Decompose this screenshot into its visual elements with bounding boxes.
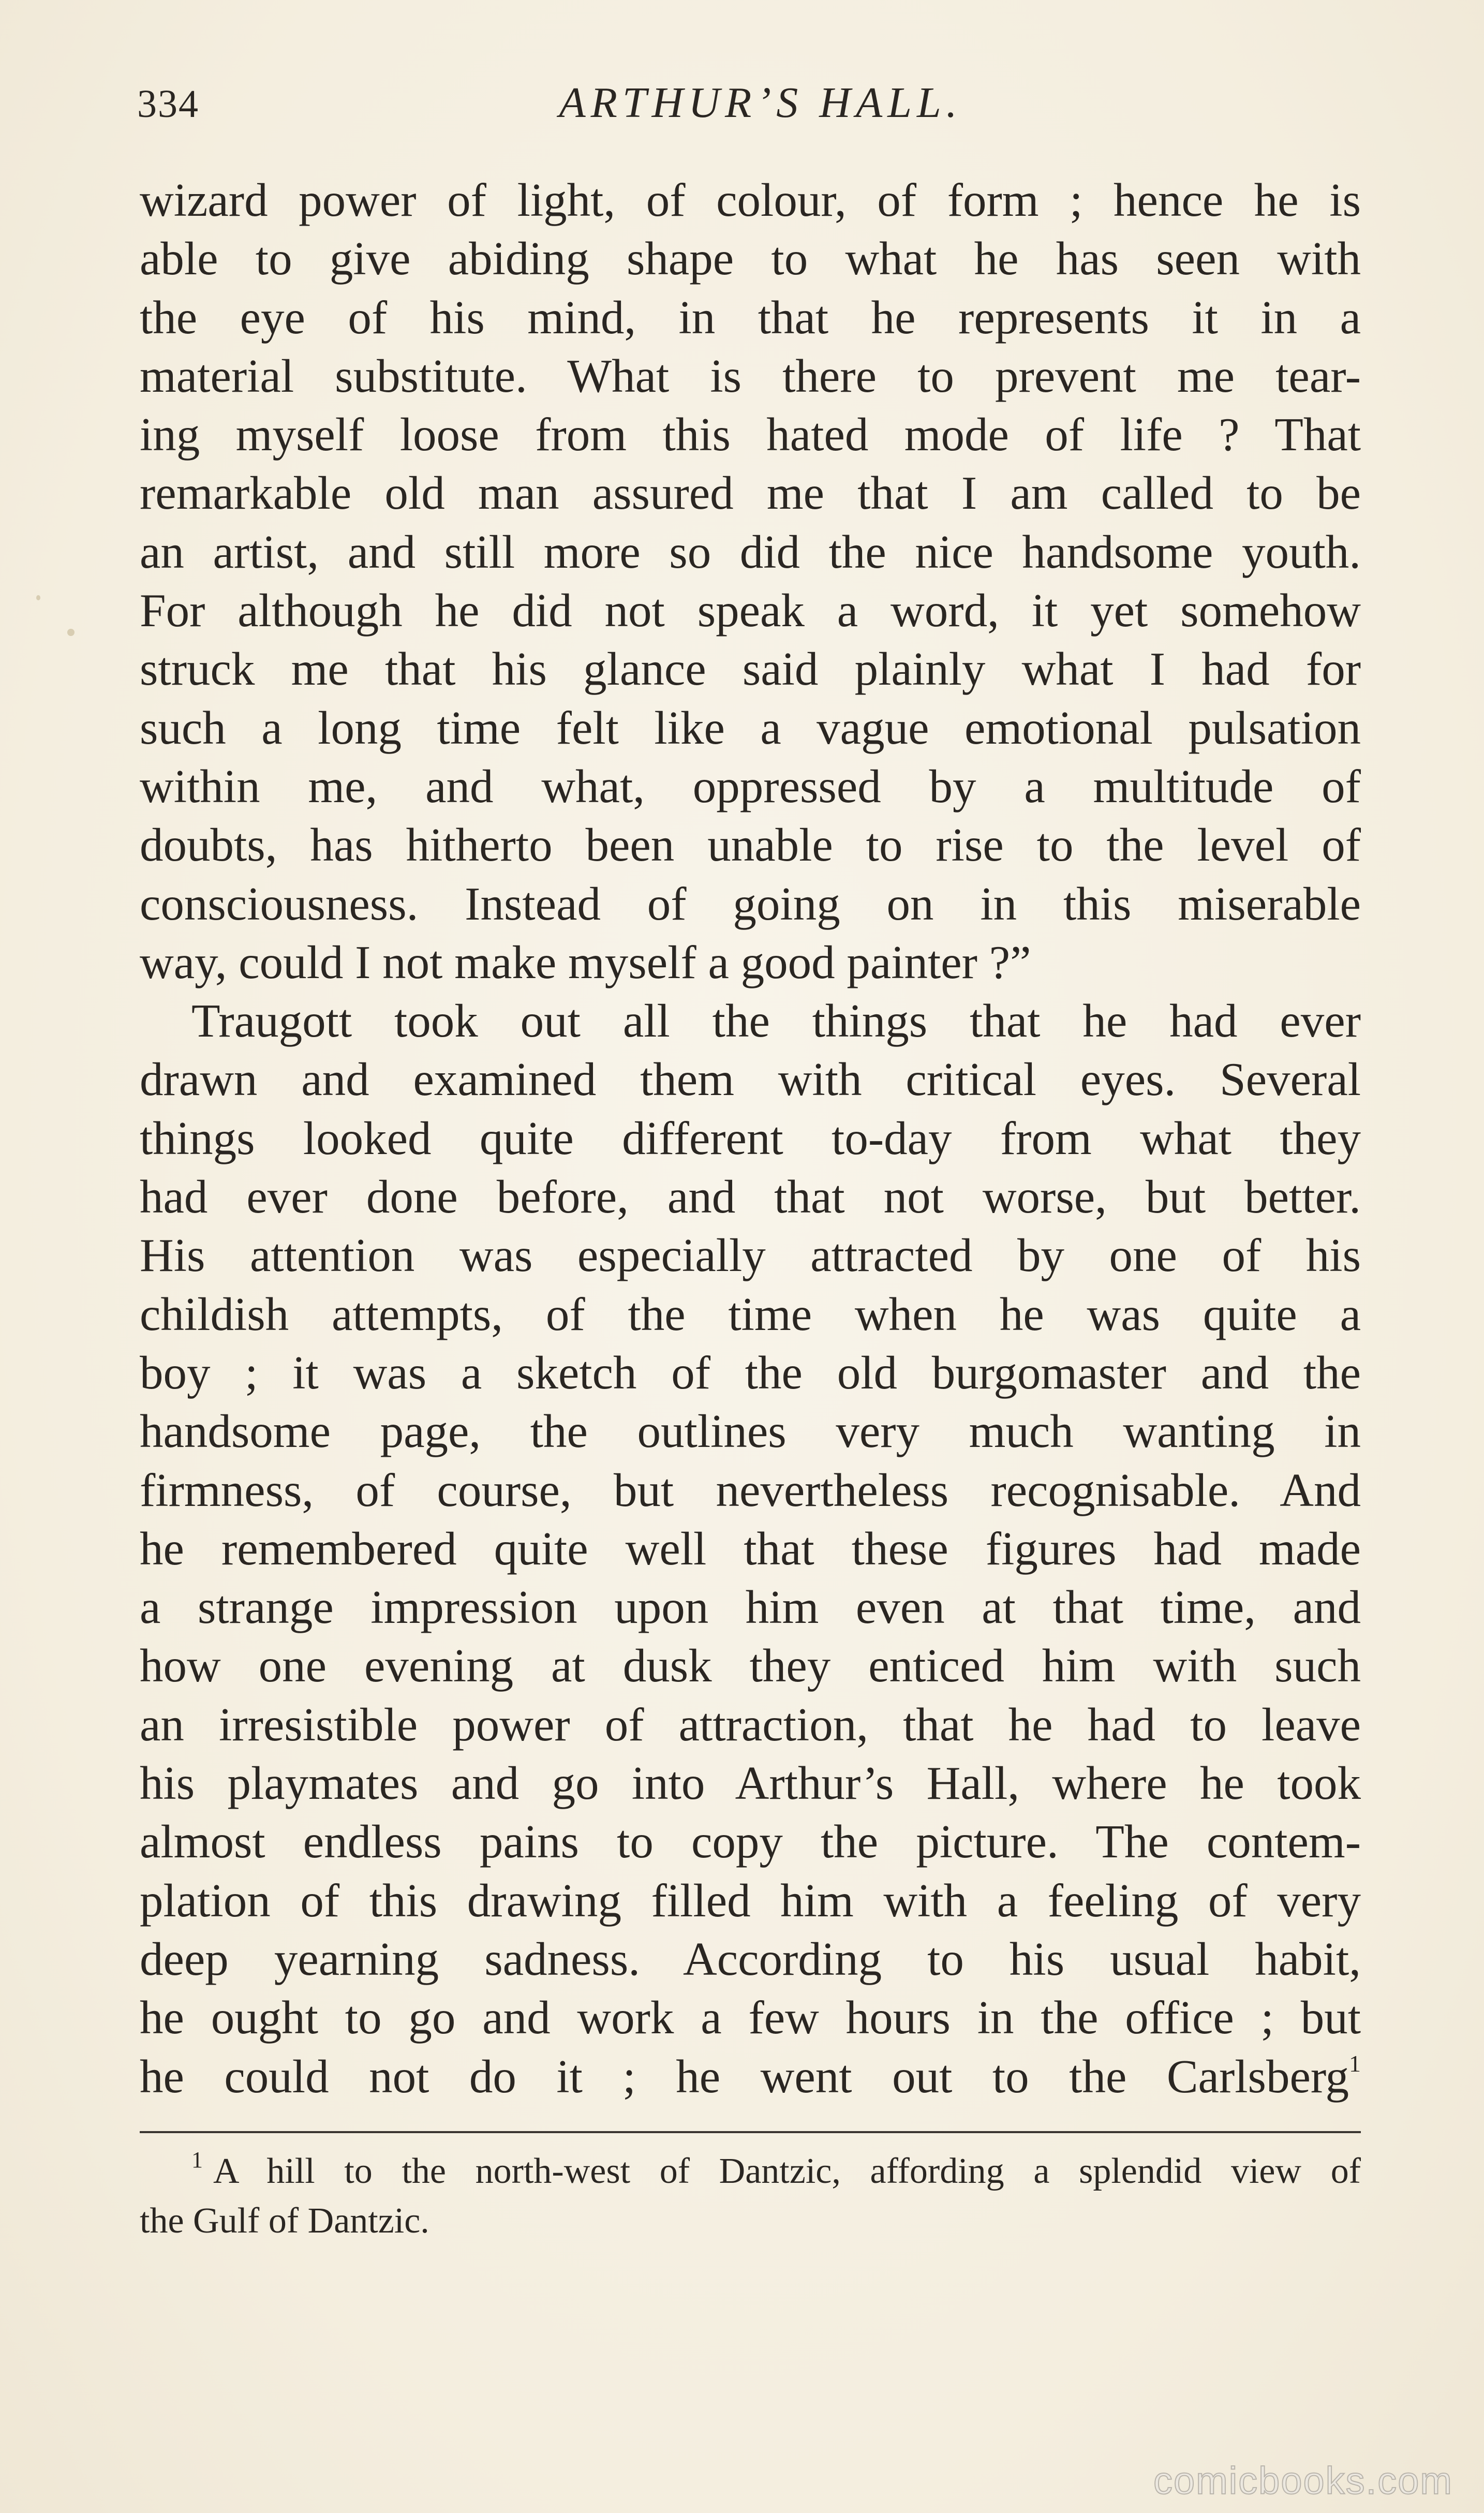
- site-watermark: comicbooks.com: [1153, 2459, 1453, 2502]
- text-line: he remembered quite well that these figures had made: [140, 1522, 1361, 1575]
- running-head: ARTHUR’S HALL.: [559, 79, 962, 127]
- text-line-with-footnote-ref: [140, 2047, 1361, 2106]
- text-line: handsome page, the outlines very much wanting in: [140, 1405, 1361, 1458]
- text-line: plation of this drawing filled him with a feeling of very: [140, 1874, 1361, 1927]
- text-line: he ought to go and work a few hours in the office ; but: [140, 1991, 1361, 2044]
- footnote-line: the Gulf of Dantzic.: [140, 2201, 429, 2241]
- text-line: the eye of his mind, in that he represents it in a: [140, 291, 1361, 344]
- text-line-content: he could not do it ; he went out to the Carlsberg: [140, 2050, 1349, 2103]
- text-line: deep yearning sadness. According to his usual habit,: [140, 1932, 1361, 1985]
- text-line: firmness, of course, but nevertheless recognisable. And: [140, 1464, 1361, 1516]
- text-line: wizard power of light, of colour, of form ; hence he is: [140, 174, 1361, 226]
- text-line: his playmates and go into Arthur’s Hall, where he took: [140, 1757, 1361, 1810]
- paper-speck: [67, 629, 75, 636]
- text-line: remarkable old man assured me that I am called to be: [140, 467, 1361, 520]
- body-text: [140, 171, 1361, 2106]
- paper-speck: [36, 595, 40, 600]
- text-line: almost endless pains to copy the picture. The contem-: [140, 1815, 1361, 1868]
- text-line: For although he did not speak a word, it yet somehow: [140, 584, 1361, 637]
- text-line: an irresistible power of attraction, that he had to leave: [140, 1698, 1361, 1751]
- text-line: an artist, and still more so did the nice handsome youth.: [140, 525, 1361, 578]
- footnote-line: [140, 2147, 1361, 2196]
- footnote-marker: 1: [191, 2147, 203, 2172]
- text-line: His attention was especially attracted by one of his: [140, 1229, 1361, 1282]
- footnote: [140, 2147, 1361, 2246]
- paragraph-first-line: Traugott took out all the things that he had ever: [191, 995, 1361, 1047]
- text-line: things looked quite different to-day from what they: [140, 1112, 1361, 1164]
- text-line: boy ; it was a sketch of the old burgomaster and the: [140, 1346, 1361, 1399]
- text-line: a strange impression upon him even at that time, and: [140, 1581, 1361, 1634]
- text-line: able to give abiding shape to what he has seen with: [140, 232, 1361, 285]
- text-line: such a long time felt like a vague emotional pulsation: [140, 701, 1361, 754]
- footnote-divider: [140, 2131, 1361, 2133]
- footnote-reference: 1: [1349, 2050, 1361, 2077]
- footnote-text: A hill to the north-west of Dantzic, affording a splendid view of: [213, 2151, 1361, 2191]
- text-line: childish attempts, of the time when he was quite a: [140, 1288, 1361, 1340]
- page-number: 334: [137, 82, 199, 126]
- text-line: had ever done before, and that not worse, but better.: [140, 1171, 1361, 1223]
- text-line: how one evening at dusk they enticed him with such: [140, 1639, 1361, 1692]
- text-line: within me, and what, oppressed by a multitude of: [140, 760, 1361, 812]
- text-line: consciousness. Instead of going on in this miserable: [140, 877, 1361, 930]
- text-line: struck me that his glance said plainly what I had for: [140, 643, 1361, 696]
- text-line: doubts, has hitherto been unable to rise to the level of: [140, 819, 1361, 871]
- text-line: drawn and examined them with critical eyes. Several: [140, 1053, 1361, 1106]
- page-header: [137, 78, 1363, 135]
- text-line: material substitute. What is there to prevent me tear-: [140, 349, 1361, 402]
- text-line: ing myself loose from this hated mode of life ? That: [140, 408, 1361, 461]
- text-line: way, could I not make myself a good painter ?”: [140, 936, 1031, 988]
